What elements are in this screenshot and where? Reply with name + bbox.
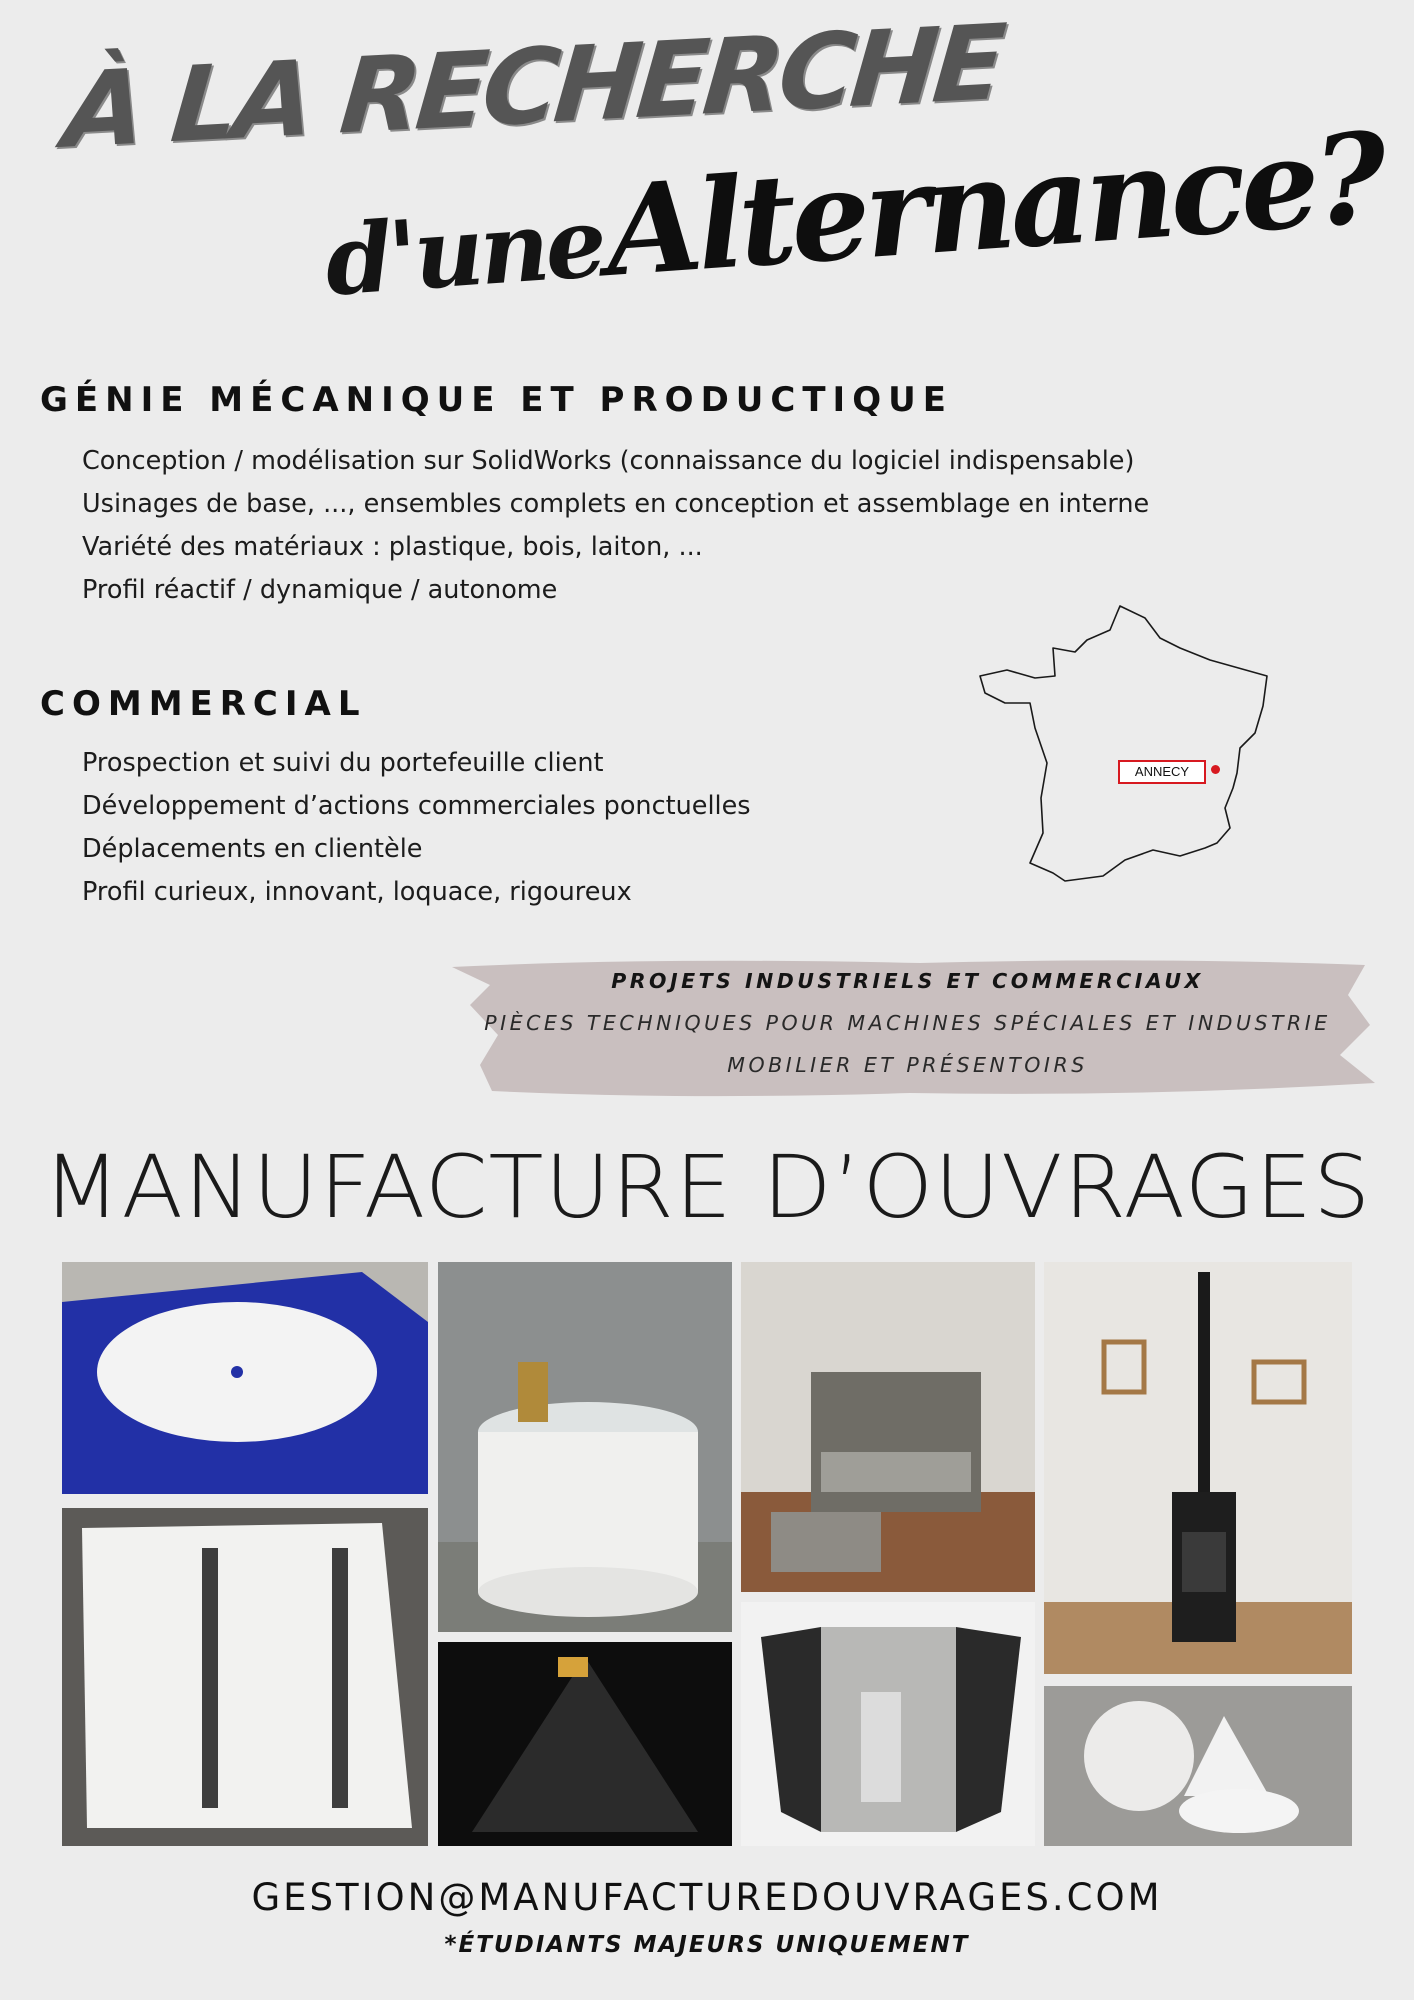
bottle-display-case-photo [741, 1602, 1035, 1846]
white-perforated-plate-photo [62, 1262, 428, 1494]
list-item: Usinages de base, ..., ensembles complets en conception et assemblage en interne [82, 489, 1150, 519]
banner-line-2: PIÈCES TECHNIQUES POUR MACHINES SPÉCIALES ET INDUSTRIE [484, 1011, 1331, 1035]
headline-main: Alternance? [600, 106, 1387, 306]
annecy-label: ANNECY [1118, 760, 1206, 784]
list-item: Profil curieux, innovant, loquace, rigoureux [82, 877, 632, 907]
list-item: Déplacements en clientèle [82, 834, 423, 864]
list-item: Variété des matériaux : plastique, bois, laiton, ... [82, 532, 703, 562]
headline-line-1: À LA RECHERCHE [59, 1, 1006, 172]
company-name: MANUFACTURE D’OUVRAGES [42, 1137, 1372, 1238]
mechanical-list [82, 440, 1149, 612]
banner-line-3: MOBILIER ET PRÉSENTOIRS [727, 1053, 1088, 1077]
commercial-list [82, 742, 751, 914]
eligibility-note: *ÉTUDIANTS MAJEURS UNIQUEMENT [444, 1932, 970, 1958]
acrylic-boxes-pyramid-photo [438, 1642, 732, 1846]
lounge-bench-shelving-photo [741, 1262, 1035, 1592]
france-map [975, 598, 1275, 888]
white-machined-parts-photo [1044, 1686, 1352, 1846]
robot-display-cylinder-photo [438, 1262, 732, 1632]
banner-line-1: PROJETS INDUSTRIELS ET COMMERCIAUX [611, 969, 1204, 993]
headline-prefix: d'une [321, 185, 607, 318]
list-item: Profil réactif / dynamique / autonome [82, 575, 558, 605]
list-item: Développement d’actions commerciales ponctuelles [82, 791, 751, 821]
white-slat-partition-stove-photo [1044, 1262, 1352, 1674]
section-title-commercial: COMMERCIAL [40, 684, 367, 724]
services-banner [440, 955, 1375, 1100]
list-item: Conception / modélisation sur SolidWorks (connaissance du logiciel indispensable) [82, 446, 1135, 476]
annecy-marker [1211, 765, 1220, 774]
contact-email[interactable]: GESTION@MANUFACTUREDOUVRAGES.COM [251, 1876, 1163, 1919]
section-title-mechanical: GÉNIE MÉCANIQUE ET PRODUCTIQUE [40, 380, 953, 420]
white-tray-organizer-photo [62, 1508, 428, 1846]
list-item: Prospection et suivi du portefeuille client [82, 748, 604, 778]
